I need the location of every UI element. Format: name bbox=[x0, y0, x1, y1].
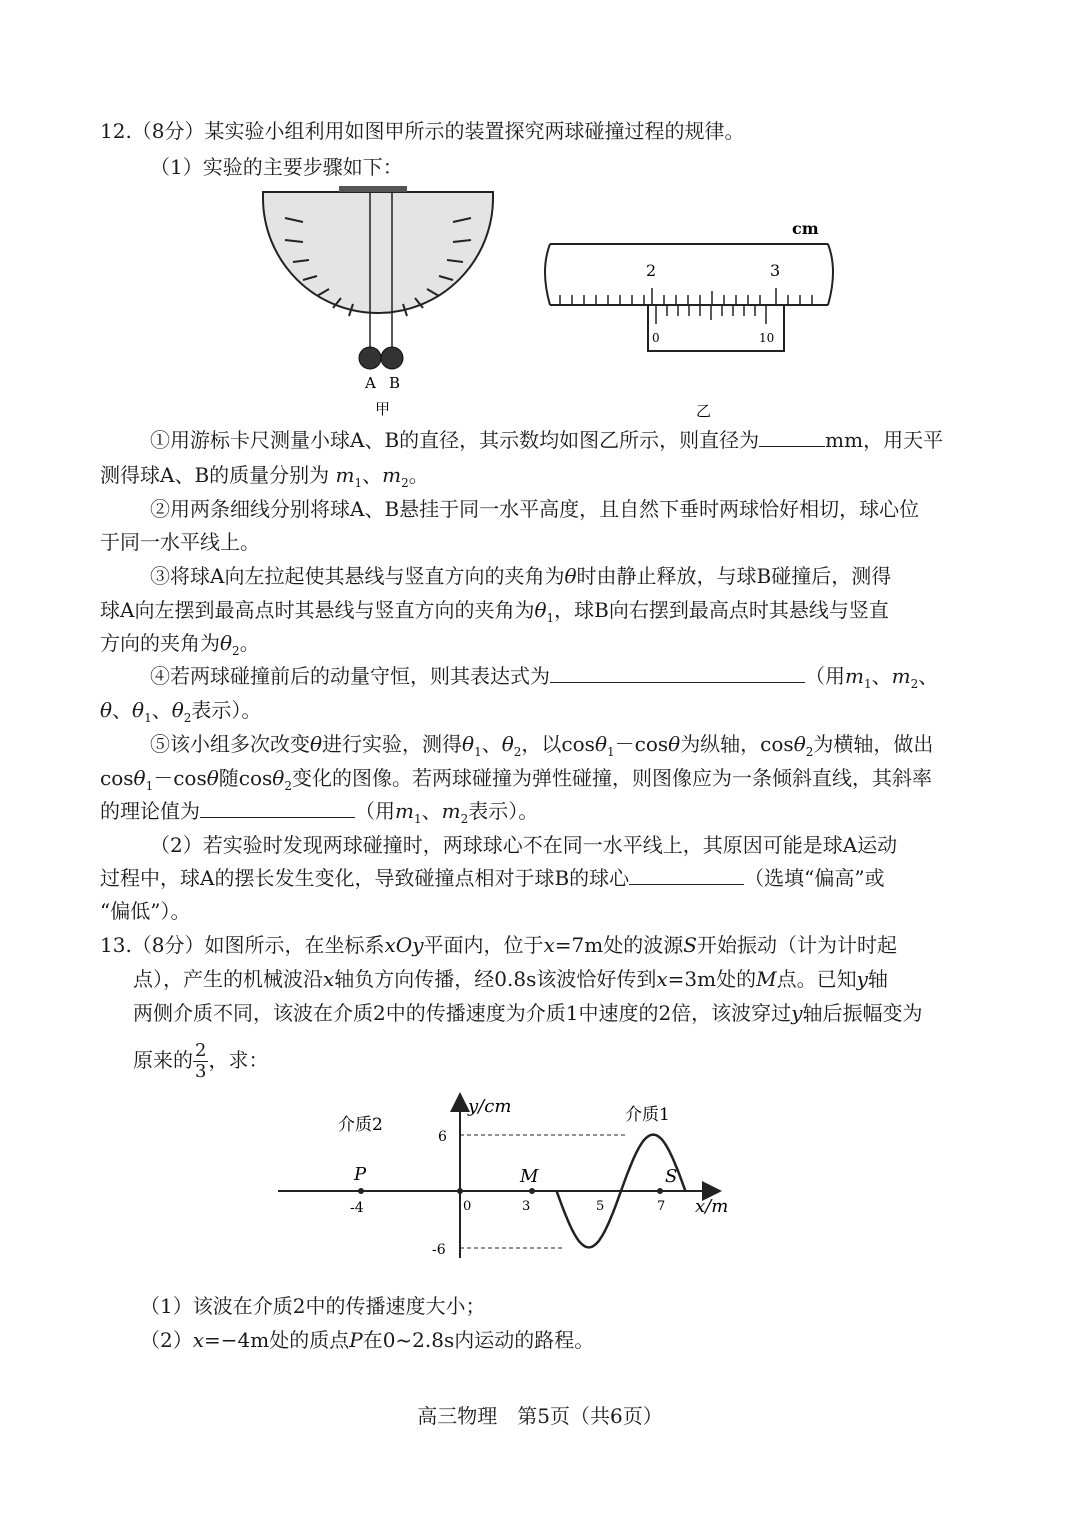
tick-x-7: 7 bbox=[657, 1199, 666, 1214]
q12-part2-line2: 过程中，球A的摆长发生变化，导致碰撞点相对于球B的球心 （选填“偏高”或 bbox=[100, 866, 885, 890]
label-main-3: 3 bbox=[770, 261, 781, 280]
label-point-s: S bbox=[665, 1166, 678, 1187]
x-axis-label: x/m bbox=[695, 1196, 729, 1217]
origin-dot bbox=[457, 1188, 463, 1194]
q12-step5-line2: cosθ$_1$－cosθ随cosθ$_2$变化的图像。若两球碰撞为弹性碰撞，则图像应为一条倾斜直线，其斜率 bbox=[100, 766, 932, 793]
tick-y-6: 6 bbox=[438, 1129, 447, 1145]
main-scale-ticks bbox=[560, 288, 812, 305]
q12-step4-line2: θ、$\theta_1$、$\theta_2$表示）。 bbox=[100, 698, 262, 725]
ceiling-mount bbox=[339, 186, 407, 192]
label-vernier-10: 10 bbox=[759, 331, 775, 345]
answer-blank-momentum[interactable] bbox=[550, 662, 805, 683]
tick-y-neg6: -6 bbox=[432, 1242, 446, 1258]
q12-step1-line2: 测得球A、B的质量分别为 $m_1$、$m_2$。 bbox=[100, 463, 429, 490]
label-vernier-0: 0 bbox=[652, 331, 660, 345]
answer-blank-position[interactable] bbox=[629, 864, 744, 885]
tick-x-neg4: -4 bbox=[350, 1200, 364, 1216]
answer-blank-diameter[interactable] bbox=[759, 426, 825, 447]
q12-part2-line1: （2）若实验时发现两球碰撞时，两球球心不在同一水平线上，其原因可能是球A运动 bbox=[150, 833, 898, 857]
q12-header: 12.（8分）某实验小组利用如图甲所示的装置探究两球碰撞过程的规律。 bbox=[100, 119, 745, 143]
point-m-dot bbox=[529, 1188, 535, 1194]
q12-step5-line1: ⑤该小组多次改变θ进行实验，测得$\theta_1$、$\theta_2$，以cosθ$_1$－cosθ为纵轴，cosθ$_2$为横轴，做出 bbox=[150, 732, 934, 759]
y-axis-label: y/cm bbox=[468, 1096, 512, 1117]
q13-sub2: （2）x=−4m处的质点P在0~2.8s内运动的路程。 bbox=[140, 1328, 595, 1352]
figure-jia bbox=[255, 178, 505, 418]
main-scale bbox=[545, 244, 833, 305]
q13-line1: 13.（8分）如图所示，在坐标系xOy平面内，位于x=7m处的波源S开始振动（计为计时起 bbox=[100, 933, 897, 957]
q13-line4: 原来的 $\frac{2}{3}$ ，求： bbox=[133, 1040, 269, 1082]
label-point-p: P bbox=[354, 1164, 367, 1185]
q12-step3-line3: 方向的夹角为$\theta_2$。 bbox=[100, 631, 260, 658]
q12-step3-line2: 球A向左摆到最高点时其悬线与竖直方向的夹角为$\theta_1$，球B向右摆到最高点时其悬线与竖直 bbox=[100, 598, 889, 625]
label-main-2: 2 bbox=[646, 261, 657, 280]
caption-yi: 乙 bbox=[696, 402, 712, 420]
ball-a bbox=[359, 347, 381, 369]
q12-step5-line3: 的理论值为 （用$m_1$、$m_2$表示）。 bbox=[100, 799, 539, 826]
fraction-two-thirds: $\frac{2}{3}$ bbox=[195, 1040, 207, 1082]
q12-step4-line1: ④若两球碰撞前后的动量守恒，则其表达式为 （用$m_1$、$m_2$、 bbox=[150, 664, 939, 691]
figure-yi bbox=[540, 210, 840, 420]
tick-x-3: 3 bbox=[522, 1199, 531, 1214]
q12-part2-line3: “偏低”）。 bbox=[100, 899, 191, 923]
q13-line3: 两侧介质不同，该波在介质2中的传播速度为介质1中速度的2倍，该波穿过y轴后振幅变为 bbox=[133, 1001, 923, 1025]
caption-jia: 甲 bbox=[375, 400, 391, 418]
label-medium2: 介质2 bbox=[338, 1115, 383, 1135]
answer-blank-slope[interactable] bbox=[200, 797, 355, 818]
q12-step1-line1: ①用游标卡尺测量小球A、B的直径，其示数均如图乙所示，则直径为 mm，用天平 bbox=[150, 428, 944, 452]
tick-origin: 0 bbox=[463, 1199, 472, 1214]
wave-graph bbox=[270, 1088, 770, 1273]
point-s-dot bbox=[657, 1188, 663, 1194]
q13-line2: 点），产生的机械波沿x轴负方向传播，经0.8s该波恰好传到x=3m处的M点。已知y轴 bbox=[133, 967, 888, 991]
label-ball-a: A bbox=[365, 374, 376, 392]
tick-x-5: 5 bbox=[596, 1199, 605, 1214]
label-unit-cm: cm bbox=[792, 219, 819, 238]
label-point-m: M bbox=[520, 1166, 539, 1187]
ball-b bbox=[381, 347, 403, 369]
page-footer: 高三物理 第5页（共6页） bbox=[417, 1404, 663, 1428]
q12-step2-line1: ②用两条细线分别将球A、B悬挂于同一水平高度，且自然下垂时两球恰好相切，球心位 bbox=[150, 497, 920, 521]
protractor-shape bbox=[263, 192, 493, 313]
q13-sub1: （1）该波在介质2中的传播速度大小； bbox=[140, 1294, 486, 1318]
label-ball-b: B bbox=[389, 374, 401, 392]
label-medium1: 介质1 bbox=[625, 1105, 670, 1125]
point-p-dot bbox=[358, 1188, 364, 1194]
q12-step2-line2: 于同一水平线上。 bbox=[100, 530, 260, 554]
q12-step3-line1: ③将球A向左拉起使其悬线与竖直方向的夹角为θ时由静止释放，与球B碰撞后，测得 bbox=[150, 564, 892, 588]
q12-part1-title: （1）实验的主要步骤如下： bbox=[150, 155, 403, 179]
